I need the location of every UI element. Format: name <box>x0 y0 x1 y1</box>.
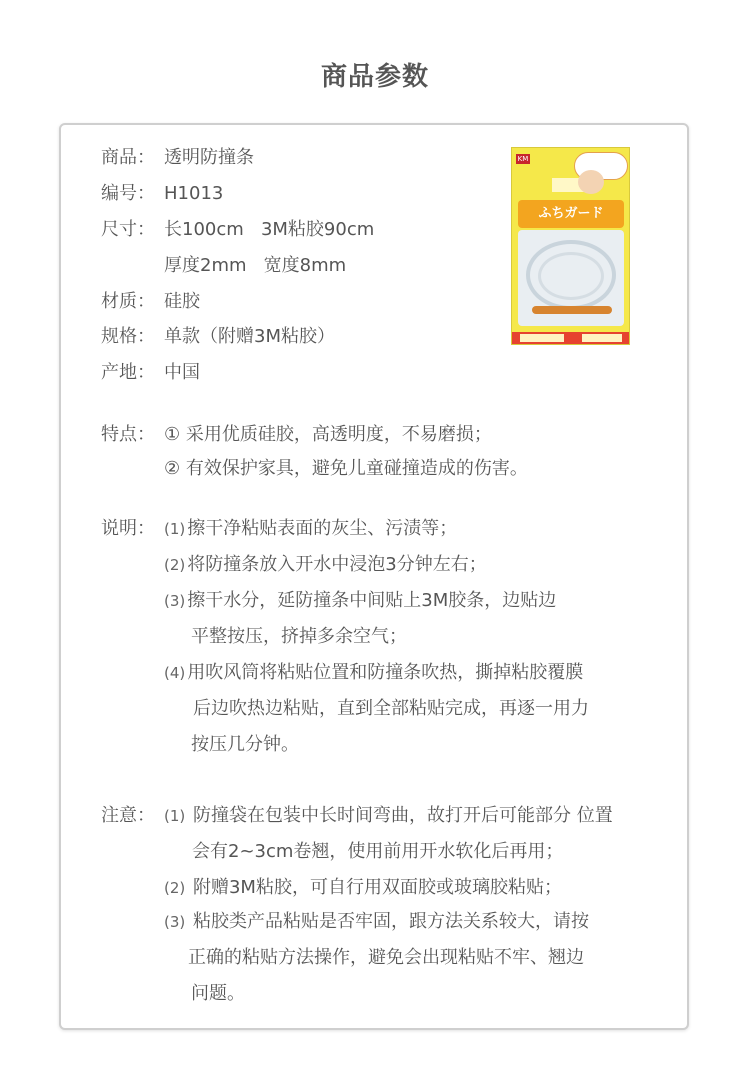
note-marker: (2) <box>164 879 186 897</box>
instruction-marker: (1) <box>164 520 186 538</box>
spec-label: 规格： <box>101 326 155 347</box>
coiled-strip-inner-graphic <box>538 252 604 300</box>
instruction-marker: (2) <box>164 556 186 574</box>
instruction-marker: (3) <box>164 592 186 610</box>
instruction-text: 擦干净粘贴表面的灰尘、污渍等； <box>187 518 458 539</box>
note-item <box>164 876 562 900</box>
note-text-continued: 问题。 <box>191 983 245 1004</box>
feature-marker: ① <box>164 424 181 445</box>
instruction-text: 擦干水分，延防撞条中间贴上3M胶条，边贴边 <box>187 590 557 611</box>
origin-label: 产地： <box>101 362 155 383</box>
instruction-text-continued: 后边吹热边粘贴，直到全部粘贴完成，再逐一用力 <box>193 698 589 719</box>
package-banner <box>518 200 624 228</box>
note-marker: (3) <box>164 913 186 931</box>
instruction-marker: (4) <box>164 664 186 682</box>
code-label: 编号： <box>101 183 155 204</box>
package-footer-label-left <box>520 334 564 342</box>
instructions-label: 说明： <box>101 518 155 539</box>
features-label: 特点： <box>101 424 155 445</box>
size-value-1: 长100cm 3M粘胶90cm <box>164 219 375 240</box>
note-text-continued: 会有2~3cm卷翘，使用前用开水软化后再用； <box>192 841 564 862</box>
note-text: 附赠3M粘胶，可自行用双面胶或玻璃胶粘贴； <box>192 877 562 898</box>
product-image <box>511 147 630 345</box>
instruction-item <box>164 589 556 613</box>
instruction-item <box>164 661 583 685</box>
instruction-text: 用吹风筒将粘贴位置和防撞条吹热，撕掉粘胶覆膜 <box>187 662 584 683</box>
feature-marker: ② <box>164 458 181 479</box>
note-text: 防撞袋在包装中长时间弯曲，故打开后可能部分 位置 <box>192 805 613 826</box>
spec-value: 单款（附赠3M粘胶） <box>164 326 335 347</box>
origin-value: 中国 <box>164 362 200 383</box>
brand-logo: KM <box>517 155 529 163</box>
note-item <box>164 804 613 828</box>
note-marker: (1) <box>164 807 186 825</box>
name-value: 透明防撞条 <box>164 147 254 168</box>
feature-text: 有效保护家具，避免儿童碰撞造成的伤害。 <box>185 458 528 479</box>
instruction-item <box>164 553 487 577</box>
instruction-text-continued: 按压几分钟。 <box>191 734 299 755</box>
adhesive-tape-graphic <box>532 306 612 314</box>
note-item <box>164 910 589 934</box>
note-text-continued: 正确的粘贴方法操作，避免会出现粘贴不牢、翘边 <box>188 947 584 968</box>
instruction-text: 将防撞条放入开水中浸泡3分钟左右； <box>187 554 487 575</box>
page-title: 商品参数 <box>320 62 429 92</box>
instruction-text-continued: 平整按压，挤掉多余空气； <box>191 626 407 647</box>
child-face-graphic <box>578 170 604 194</box>
feature-item <box>164 457 528 481</box>
note-text: 粘胶类产品粘贴是否牢固，跟方法关系较大，请按 <box>192 911 589 932</box>
instruction-item <box>164 517 457 541</box>
size-value-2: 厚度2mm 宽度8mm <box>164 255 347 276</box>
material-label: 材质： <box>101 291 155 312</box>
notes-label: 注意： <box>101 805 155 826</box>
feature-text: 采用优质硅胶，高透明度，不易磨损； <box>185 424 492 445</box>
name-label: 商品： <box>101 147 155 168</box>
size-label: 尺寸： <box>101 219 155 240</box>
feature-item <box>164 423 492 447</box>
material-value: 硅胶 <box>164 291 200 312</box>
code-value: H1013 <box>164 183 224 204</box>
package-banner-text: ふちガード <box>538 206 604 221</box>
package-footer-label-right <box>582 334 622 342</box>
